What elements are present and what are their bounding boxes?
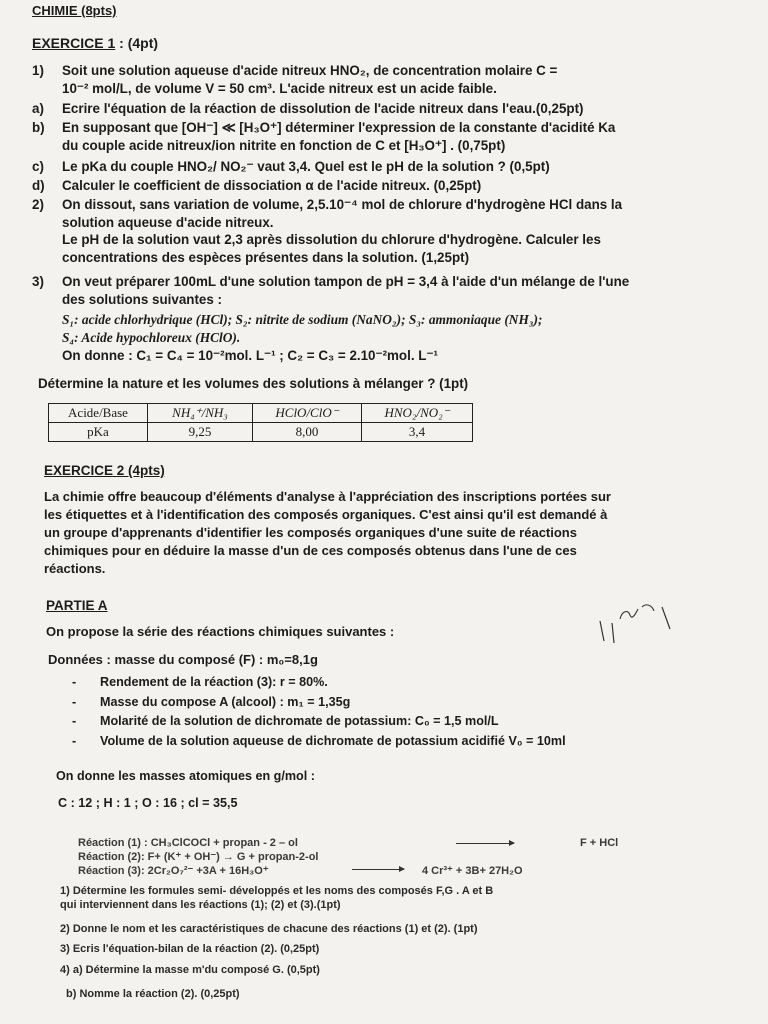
series-intro: On propose la série des réactions chimiques suivantes : <box>46 624 395 639</box>
intro-line: les étiquettes et à l'identification des composés organiques. C'est ainsi qu'il est demandé à <box>44 506 608 522</box>
question-text: En supposant que [OH⁻] ≪ [H₃O⁺] déterminer l'expression de la constante d'acidité Ka <box>62 120 616 135</box>
ex2-question-4a: 4) a) Détermine la masse m'du composé G. (0,5pt) <box>60 964 320 976</box>
question-text: Ecrire l'équation de la réaction de dissolution de l'acide nitreux dans l'eau.(0,25pt) <box>62 101 584 116</box>
question-text: des solutions suivantes : <box>62 291 222 307</box>
part-a-heading: PARTIE A <box>46 598 108 613</box>
reaction-lhs: Réaction (3): 2Cr₂O₇²⁻ +3A + 16H₃O⁺ <box>78 865 269 877</box>
reaction-lhs: Réaction (1) : CH₃ClCOCl + propan - 2 – ol <box>78 837 298 849</box>
table-cell: pKa <box>49 423 148 442</box>
atomic-masses-intro: On donne les masses atomiques en g/mol : <box>56 769 315 783</box>
reaction-arrow <box>456 843 514 844</box>
question-number: b) <box>32 120 45 135</box>
question-number: 1) <box>32 63 44 78</box>
ex1-question-3-task <box>38 375 738 393</box>
ex2-question-3: 3) Ecris l'équation-bilan de la réaction (2). (0,25pt) <box>60 943 320 955</box>
intro-line: chimiques pour en déduire la masse d'un de ces composés obtenus dans l'une de ces <box>44 542 577 558</box>
table-cell: 9,25 <box>148 423 253 442</box>
ex1-question-3 <box>32 273 732 364</box>
ex1-question-2 <box>32 196 732 267</box>
exercise-2-title: EXERCICE 2 (4pts) <box>44 463 165 478</box>
atomic-masses: C : 12 ; H : 1 ; O : 16 ; cl = 35,5 <box>58 796 238 810</box>
reaction-1-products: F + HCl <box>580 837 619 849</box>
table-cell: 8,00 <box>253 423 362 442</box>
question-text: 10⁻² mol/L, de volume V = 50 cm³. L'acide nitreux est un acide faible. <box>62 80 497 96</box>
page-title: CHIMIE (8pts) <box>32 3 117 18</box>
table-cell: NH₄⁺/NH₃ <box>148 404 253 423</box>
ex1-question-d <box>32 177 732 195</box>
question-text: Détermine la nature et les volumes des solutions à mélanger ? (1pt) <box>38 376 469 391</box>
pka-table <box>48 403 473 442</box>
ex2-question-1-cont: qui interviennent dans les réactions (1); (2) et (3).(1pt) <box>60 899 341 911</box>
exercise-1-heading: EXERCICE 1 <box>32 35 116 51</box>
question-text: solution aqueuse d'acide nitreux. <box>62 214 274 230</box>
solutions-list: S₁: acide chlorhydrique (HCl); S₂: nitrite de sodium (NaNO₂); S₃: ammoniaque (NH₃); <box>62 312 543 328</box>
question-number: 2) <box>32 197 44 212</box>
ex2-question-4b: b) Nomme la réaction (2). (0,25pt) <box>66 988 240 1000</box>
question-number: 3) <box>32 274 44 289</box>
given-values: On donne : C₁ = C₄ = 10⁻²mol. L⁻¹ ; C₂ = C₃ = 2.10⁻²mol. L⁻¹ <box>62 347 438 363</box>
ex2-question-2: 2) Donne le nom et les caractéristiques de chacune des réactions (1) et (2). (1pt) <box>60 923 478 935</box>
question-text: du couple acide nitreux/ion nitrite en fonction de C et [H₃O⁺] . (0,75pt) <box>62 137 506 153</box>
ex1-question-c <box>32 158 732 176</box>
ex1-question-b <box>32 119 732 154</box>
reaction-lhs: Réaction (2): F+ (K⁺ + OH⁻) → G + propan-2-ol <box>78 851 319 863</box>
reaction-2 <box>78 850 319 865</box>
question-text: Le pH de la solution vaut 2,3 après dissolution du chlorure d'hydrogène. Calculer les <box>62 232 601 248</box>
question-number: c) <box>32 159 44 174</box>
question-text: On veut préparer 100mL d'une solution tampon de pH = 3,4 à l'aide d'un mélange de l'une <box>62 274 630 289</box>
table-cell: 3,4 <box>362 423 473 442</box>
table-cell: Acide/Base <box>49 404 148 423</box>
given-data-list <box>70 674 566 752</box>
handwritten-mark-icon <box>596 601 676 645</box>
list-item: - Molarité de la solution de dichromate de potassium: C₀ = 1,5 mol/L <box>70 713 566 730</box>
table-row <box>49 423 473 442</box>
list-item: - Rendement de la réaction (3): r = 80%. <box>70 674 566 691</box>
intro-line: un groupe d'apprenants d'identifier les composés organiques d'une suite de réactions <box>44 524 577 540</box>
question-text: On dissout, sans variation de volume, 2,5.10⁻⁴ mol de chlorure d'hydrogène HCl dans la <box>62 197 623 212</box>
question-number: a) <box>32 101 44 116</box>
list-item: - Volume de la solution aqueuse de dichromate de potassium acidifié V₀ = 10ml <box>70 733 566 750</box>
reaction-3-products: 4 Cr³⁺ + 3B+ 27H₂O <box>422 865 523 877</box>
intro-line: La chimie offre beaucoup d'éléments d'analyse à l'appréciation des inscriptions portées sur <box>44 489 611 504</box>
ex1-question-a <box>32 100 732 118</box>
question-number: d) <box>32 178 45 193</box>
reaction-1 <box>78 836 298 851</box>
list-item: - Masse du compose A (alcool) : m₁ = 1,35g <box>70 694 566 711</box>
exercise-2-intro <box>44 488 724 578</box>
question-text: Calculer le coefficient de dissociation α de l'acide nitreux. (0,25pt) <box>62 178 482 193</box>
ex2-question-1: 1) Détermine les formules semi- développés et les noms des composés F,G . A et B <box>60 885 494 897</box>
intro-line: réactions. <box>44 560 106 576</box>
table-header-row <box>49 404 473 423</box>
ex1-question-1 <box>32 62 732 97</box>
given-data-heading: Données : masse du composé (F) : m₀=8,1g <box>48 652 318 667</box>
exercise-1-points: : (4pt) <box>119 35 159 51</box>
exercise-1-title <box>32 34 158 52</box>
solutions-list: S₄: Acide hypochloreux (HClO). <box>62 330 241 346</box>
table-cell: HClO/ClO⁻ <box>253 404 362 423</box>
table-cell: HNO₂/NO₂⁻ <box>362 404 473 423</box>
reaction-3 <box>78 864 269 879</box>
reaction-arrow <box>352 869 404 870</box>
question-text: concentrations des espèces présentes dans la solution. (1,25pt) <box>62 250 470 266</box>
question-text: Soit une solution aqueuse d'acide nitreux HNO₂, de concentration molaire C = <box>62 63 558 78</box>
question-text: Le pKa du couple HNO₂/ NO₂⁻ vaut 3,4. Quel est le pH de la solution ? (0,5pt) <box>62 159 550 174</box>
